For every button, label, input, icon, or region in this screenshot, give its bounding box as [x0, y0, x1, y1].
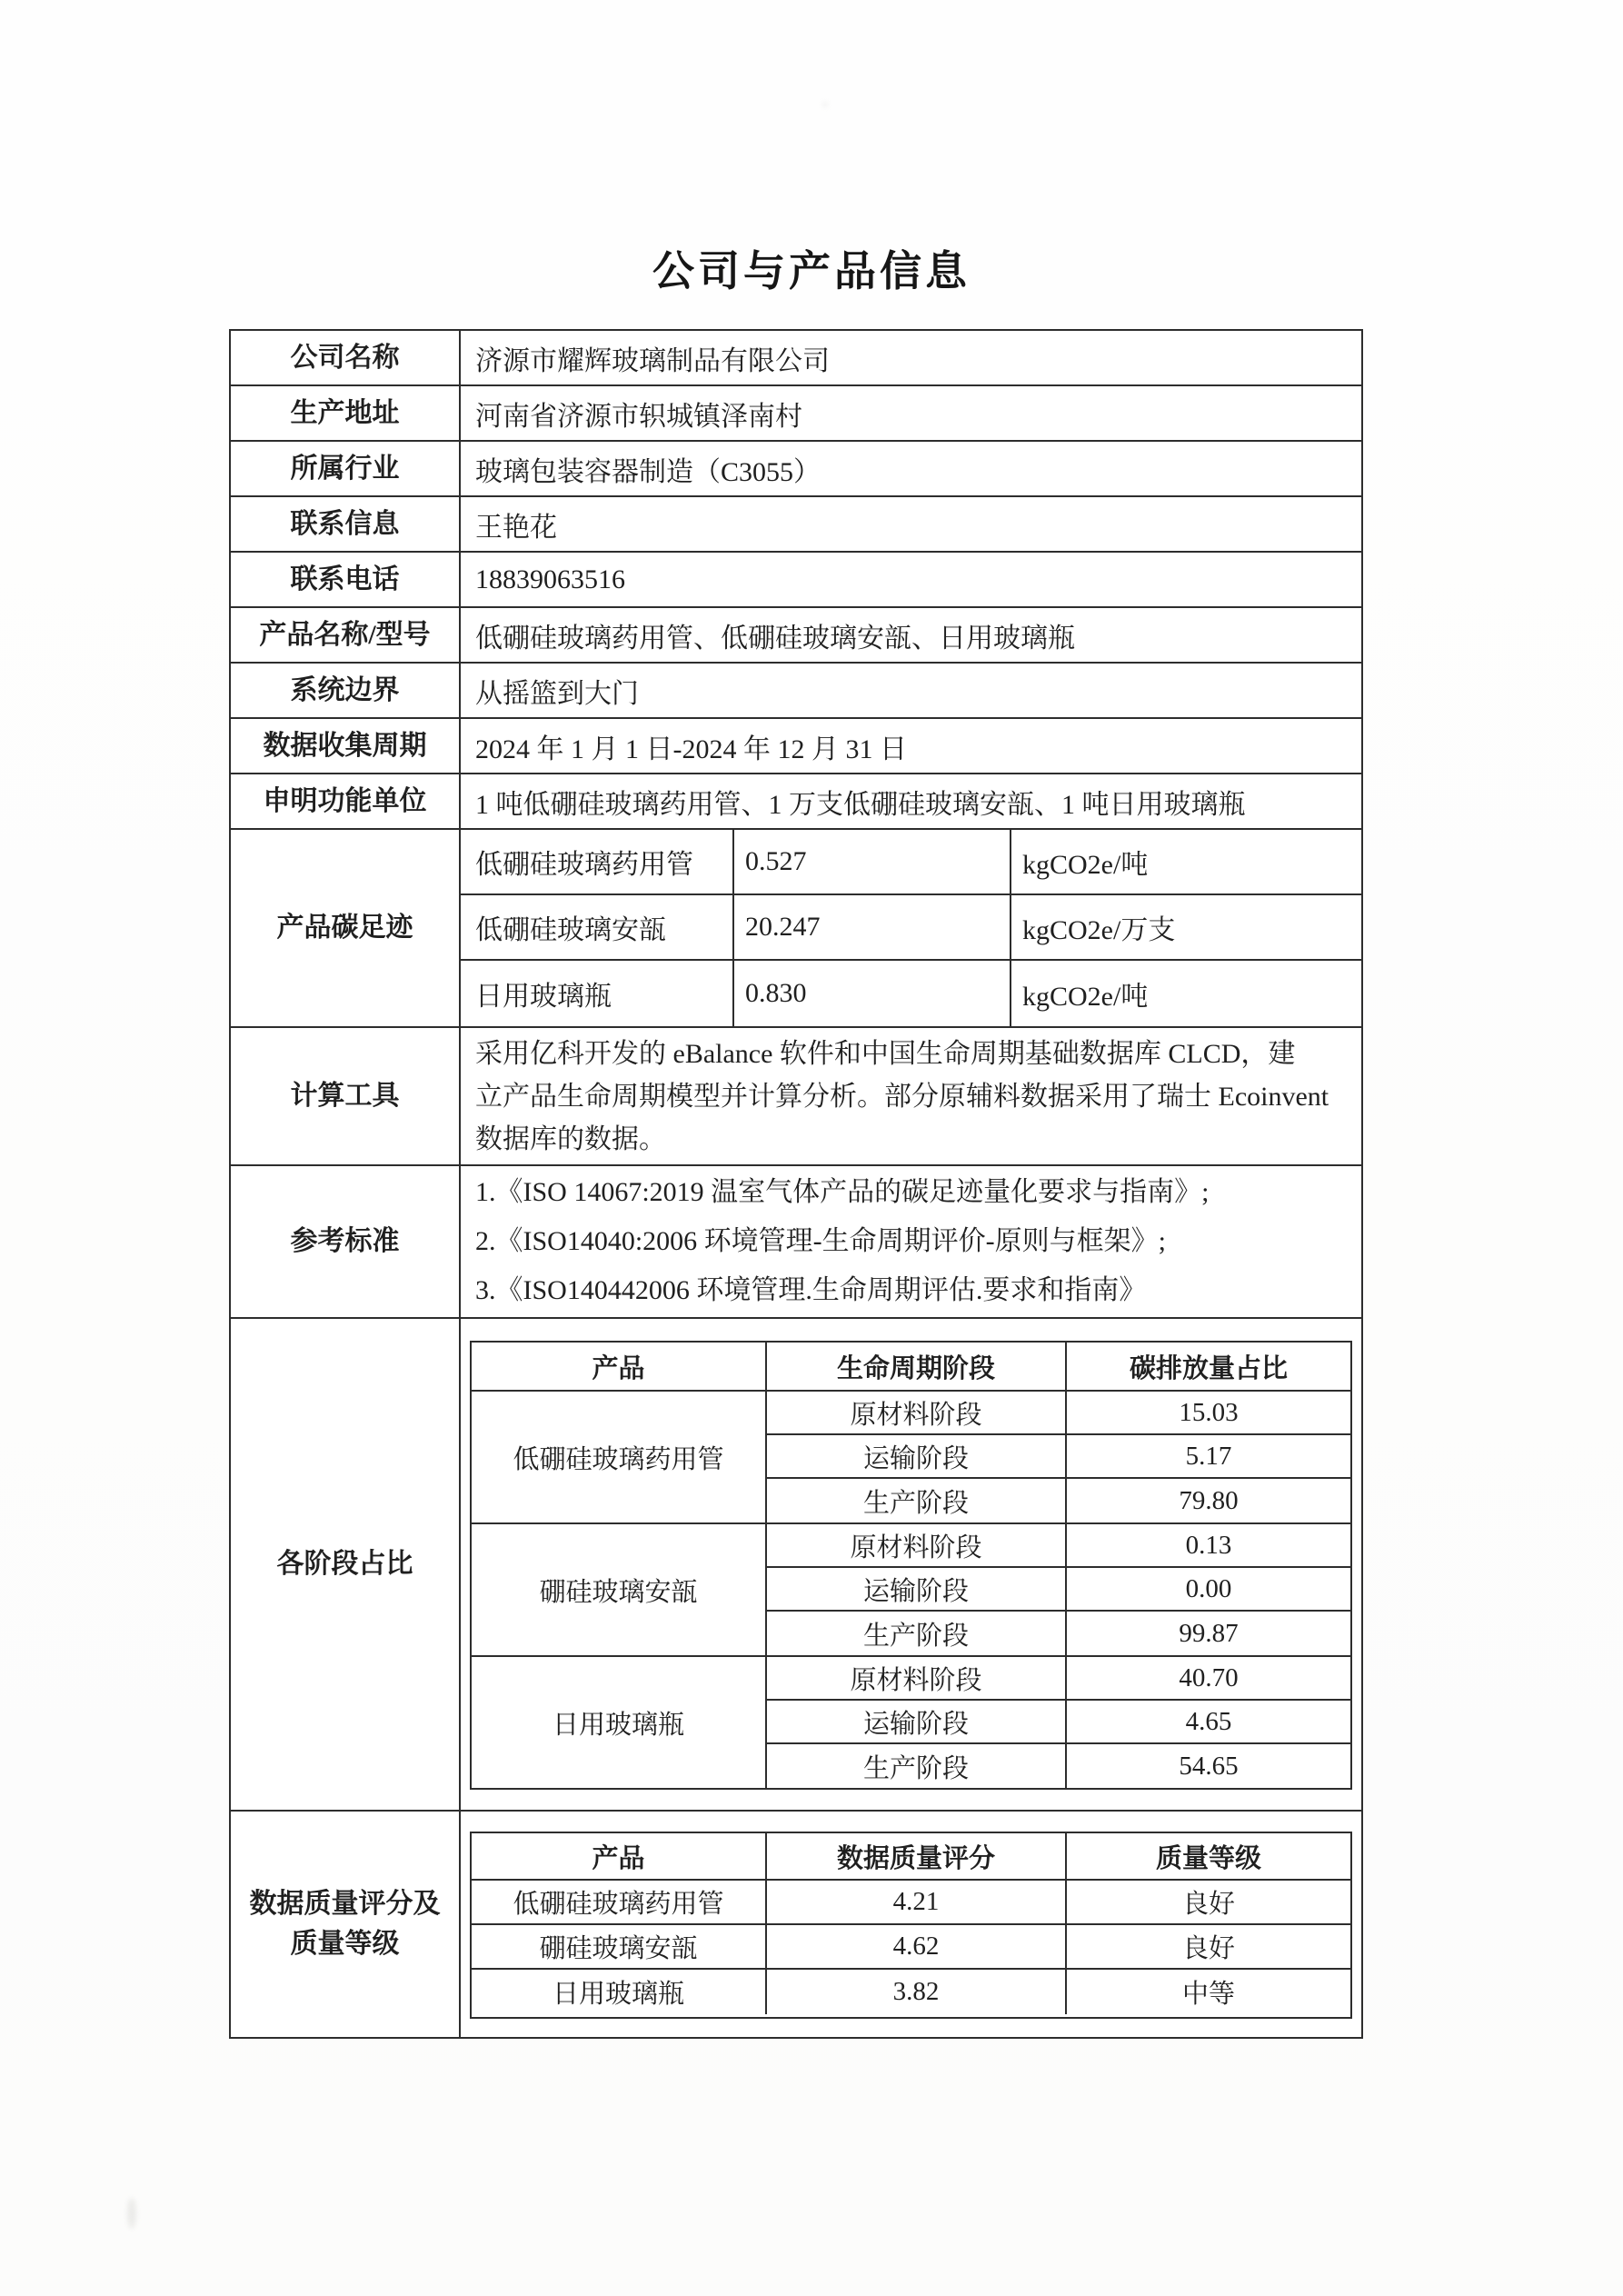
stage-block-ampoule — [472, 1524, 1350, 1657]
data-collection-period-label: 数据收集周期 — [231, 719, 461, 773]
company-product-info-table — [229, 329, 1363, 2039]
product-name-model-row — [231, 608, 1361, 664]
carbon-value: 0.830 — [734, 961, 1011, 1026]
stage-stack — [767, 1657, 1350, 1788]
quality-product: 硼硅玻璃安瓿 — [472, 1925, 767, 1968]
company-name-value: 济源市耀辉玻璃制品有限公司 — [475, 345, 830, 376]
scan-artifact — [822, 102, 828, 107]
stage-name: 生产阶段 — [767, 1479, 1067, 1522]
data-quality-label-line2: 质量等级 — [290, 1929, 400, 1959]
calculation-tool-text — [461, 1028, 1361, 1164]
contact-phone-label: 联系电话 — [231, 553, 461, 606]
reference-standard-item: 3.《ISO140442006 环境管理.生命周期评估.要求和指南》 — [475, 1275, 1147, 1305]
production-address-label: 生产地址 — [231, 386, 461, 440]
reference-standard-item: 2.《ISO14040:2006 环境管理-生命周期评价-原则与框架》; — [475, 1226, 1166, 1256]
quality-product: 日用玻璃瓶 — [472, 1970, 767, 2014]
system-boundary-row — [231, 664, 1361, 719]
product-carbon-footprint-label: 产品碳足迹 — [231, 830, 461, 1026]
declared-functional-unit-label: 申明功能单位 — [231, 774, 461, 828]
stage-block-bottle — [472, 1657, 1350, 1788]
carbon-product: 日用玻璃瓶 — [461, 961, 734, 1026]
carbon-footprint-subtable — [461, 830, 1361, 1026]
product-name-model-value: 低硼硅玻璃药用管、低硼硅玻璃安瓿、日用玻璃瓶 — [475, 623, 1075, 654]
quality-product: 低硼硅玻璃药用管 — [472, 1881, 767, 1923]
contact-person-row — [231, 497, 1361, 553]
calculation-tool-row — [231, 1028, 1361, 1166]
calculation-tool-line: 数据库的数据。 — [475, 1123, 666, 1154]
stage-row — [767, 1479, 1350, 1522]
stage-row — [767, 1524, 1350, 1568]
stage-breakdown-row — [231, 1319, 1361, 1812]
carbon-row-bottle — [461, 961, 1361, 1026]
quality-score: 4.21 — [767, 1881, 1067, 1923]
stage-value: 15.03 — [1179, 1397, 1239, 1427]
quality-table-header — [472, 1833, 1350, 1881]
stage-product-name: 日用玻璃瓶 — [472, 1657, 767, 1788]
stage-row — [767, 1568, 1350, 1612]
production-address-value: 河南省济源市轵城镇泽南村 — [475, 401, 802, 432]
page-title: 公司与产品信息 — [652, 248, 971, 294]
contact-phone-value: 18839063516 — [475, 564, 625, 594]
stage-block-tube — [472, 1392, 1350, 1524]
quality-grade: 良好 — [1181, 1934, 1235, 1963]
carbon-value: 0.527 — [734, 830, 1011, 893]
scan-artifact — [127, 2198, 136, 2229]
stage-row — [767, 1612, 1350, 1655]
stage-header-share: 碳排放量占比 — [1129, 1353, 1288, 1383]
declared-functional-unit-row — [231, 774, 1361, 830]
quality-header-grade: 质量等级 — [1155, 1843, 1261, 1873]
stage-name: 生产阶段 — [767, 1744, 1067, 1788]
stage-value: 79.80 — [1179, 1485, 1239, 1515]
data-quality-table — [470, 1832, 1352, 2019]
carbon-row-tube — [461, 830, 1361, 895]
contact-person-value: 王艳花 — [475, 512, 557, 543]
data-quality-cell — [461, 1812, 1361, 2037]
stage-row — [767, 1701, 1350, 1744]
contact-person-label: 联系信息 — [231, 497, 461, 551]
stage-name: 原材料阶段 — [767, 1657, 1067, 1699]
stage-row — [767, 1657, 1350, 1701]
quality-row-tube — [472, 1881, 1350, 1925]
stage-product-name: 硼硅玻璃安瓿 — [472, 1524, 767, 1655]
calculation-tool-line: 立产品生命周期模型并计算分析。部分原辅料数据采用了瑞士 Ecoinvent — [475, 1081, 1329, 1112]
industry-row — [231, 442, 1361, 497]
quality-header-product: 产品 — [472, 1833, 767, 1879]
quality-score: 3.82 — [767, 1970, 1067, 2014]
industry-label: 所属行业 — [231, 442, 461, 495]
quality-grade: 良好 — [1181, 1890, 1235, 1919]
stage-name: 原材料阶段 — [767, 1392, 1067, 1433]
stage-stack — [767, 1392, 1350, 1522]
stage-name: 生产阶段 — [767, 1612, 1067, 1655]
system-boundary-label: 系统边界 — [231, 664, 461, 717]
production-address-row — [231, 386, 1361, 442]
product-carbon-footprint-row — [231, 830, 1361, 1028]
carbon-unit: kgCO2e/吨 — [1022, 850, 1149, 880]
stage-value: 54.65 — [1179, 1751, 1239, 1781]
stage-product-name: 低硼硅玻璃药用管 — [472, 1392, 767, 1522]
data-quality-label-line1: 数据质量评分及 — [249, 1889, 441, 1919]
contact-phone-row — [231, 553, 1361, 608]
reference-standard-item: 1.《ISO 14067:2019 温室气体产品的碳足迹量化要求与指南》; — [475, 1177, 1210, 1207]
stage-name: 运输阶段 — [767, 1435, 1067, 1477]
quality-score: 4.62 — [767, 1925, 1067, 1968]
reference-standards-list — [461, 1166, 1361, 1317]
data-quality-row — [231, 1812, 1361, 2037]
system-boundary-value: 从摇篮到大门 — [475, 678, 639, 709]
quality-row-bottle — [472, 1970, 1350, 2014]
product-name-model-label: 产品名称/型号 — [231, 608, 461, 662]
stage-header-product: 产品 — [472, 1343, 767, 1390]
stage-table-header — [472, 1343, 1350, 1392]
stage-row — [767, 1744, 1350, 1788]
carbon-product: 低硼硅玻璃安瓿 — [461, 895, 734, 959]
carbon-row-ampoule — [461, 895, 1361, 961]
carbon-value: 20.247 — [734, 895, 1011, 959]
stage-row — [767, 1392, 1350, 1435]
data-collection-period-value: 2024 年 1 月 1 日-2024 年 12 月 31 日 — [475, 734, 907, 764]
stage-breakdown-table — [470, 1341, 1352, 1790]
stage-breakdown-label: 各阶段占比 — [231, 1319, 461, 1810]
company-name-label: 公司名称 — [231, 331, 461, 384]
stage-breakdown-cell — [461, 1319, 1361, 1810]
quality-row-ampoule — [472, 1925, 1350, 1970]
carbon-product: 低硼硅玻璃药用管 — [461, 830, 734, 893]
stage-value: 4.65 — [1185, 1706, 1232, 1736]
industry-value: 玻璃包装容器制造（C3055） — [475, 456, 821, 487]
stage-row — [767, 1435, 1350, 1479]
quality-grade: 中等 — [1181, 1980, 1235, 2009]
reference-standards-row — [231, 1166, 1361, 1319]
data-collection-period-row — [231, 719, 1361, 774]
declared-functional-unit-value: 1 吨低硼硅玻璃药用管、1 万支低硼硅玻璃安瓿、1 吨日用玻璃瓶 — [475, 789, 1246, 820]
data-quality-label — [231, 1812, 461, 2037]
quality-header-score: 数据质量评分 — [767, 1833, 1067, 1879]
stage-name: 原材料阶段 — [767, 1524, 1067, 1566]
calculation-tool-line: 采用亿科开发的 eBalance 软件和中国生命周期基础数据库 CLCD，建 — [475, 1038, 1296, 1069]
stage-value: 0.13 — [1185, 1530, 1232, 1560]
calculation-tool-label: 计算工具 — [231, 1028, 461, 1164]
stage-name: 运输阶段 — [767, 1701, 1067, 1742]
stage-name: 运输阶段 — [767, 1568, 1067, 1610]
stage-value: 99.87 — [1179, 1618, 1239, 1648]
stage-value: 40.70 — [1179, 1662, 1239, 1692]
company-name-row — [231, 331, 1361, 386]
stage-value: 5.17 — [1185, 1441, 1232, 1471]
reference-standards-label: 参考标准 — [231, 1166, 461, 1317]
stage-stack — [767, 1524, 1350, 1655]
carbon-unit: kgCO2e/吨 — [1022, 982, 1149, 1012]
stage-header-lifecycle: 生命周期阶段 — [767, 1343, 1067, 1390]
stage-value: 0.00 — [1185, 1573, 1232, 1603]
carbon-unit: kgCO2e/万支 — [1022, 915, 1176, 945]
